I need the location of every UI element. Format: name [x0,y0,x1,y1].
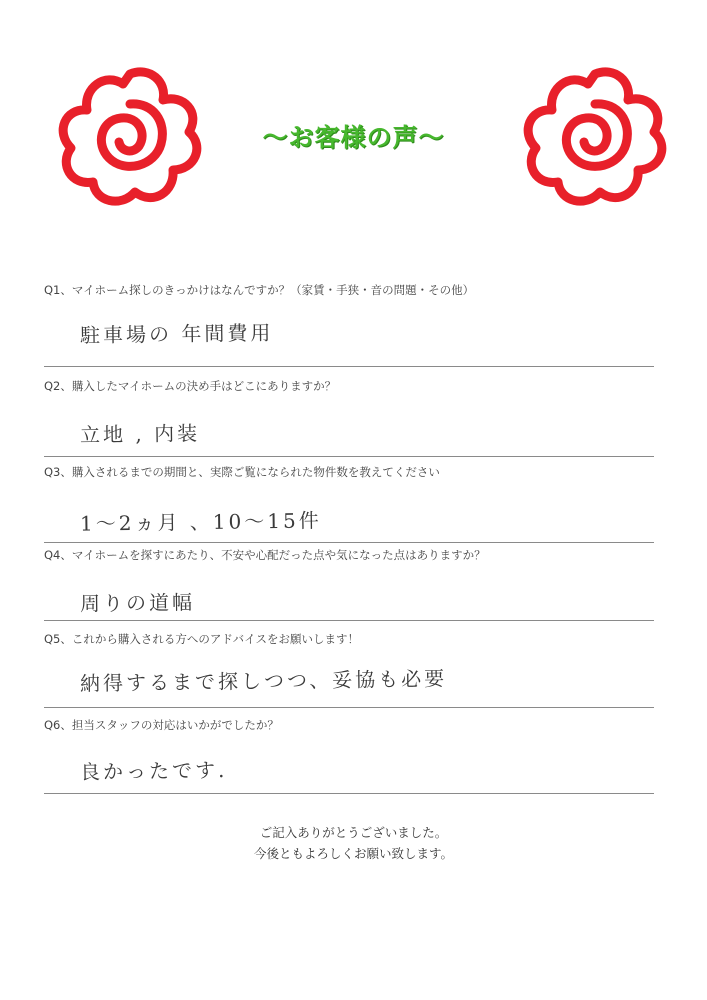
question-text: Q6、担当スタッフの対応はいかがでしたか？ [44,718,279,732]
answer-text: 立地 , 内装 [79,421,201,447]
answer-text: 良かったです. [79,757,228,785]
answer-text: 駐車場の 年間費用 [79,320,274,348]
closing-message [0,822,707,864]
question-text: Q1、マイホーム探しのきっかけはなんですか？（家賃・手狭・音の問題・その他） [44,283,475,297]
answer-line [44,620,654,621]
question-text: Q3、購入されるまでの期間と、実際ご覧になられた物件数を教えてください [44,465,440,479]
question-text: Q2、購入したマイホームの決め手はどこにありますか？ [44,379,337,393]
closing-line: ご記入ありがとうございました。 [259,825,448,840]
question-text: Q4、マイホームを探すにあたり、不安や心配だった点や気になった点はありますか？ [44,548,486,562]
answer-line [44,793,654,794]
answer-line [44,542,654,543]
answer-text: 納得するまで探しつつ、妥協も必要 [79,666,448,696]
answer-text: 1〜2ヵ月 、10〜15件 [79,508,322,536]
closing-line: 今後ともよろしくお願い致します。 [253,846,453,861]
answer-line [44,456,654,457]
answer-line [44,366,654,367]
answer-line [44,707,654,708]
question-text: Q5、これから購入される方へのアドバイスをお願いします！ [44,632,360,646]
answer-text: 周りの道幅 [79,590,196,616]
page-title: 〜お客様の声〜 [262,123,445,152]
